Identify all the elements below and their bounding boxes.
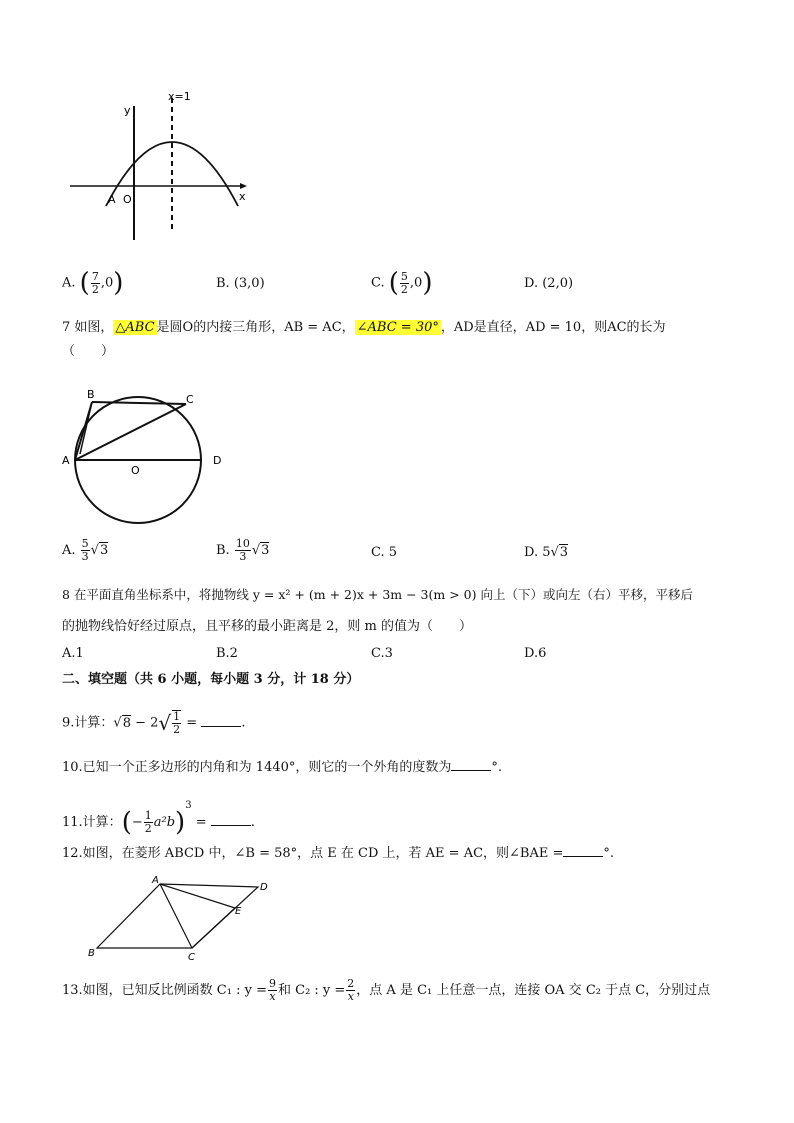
answer-blank[interactable] [201,714,241,727]
radicand: 3 [559,545,569,560]
q8-option-c: C.3 [371,646,393,661]
fraction [235,538,251,563]
q7-option-b [216,538,269,563]
q6-option-a [62,268,123,298]
numerator: 2 [347,977,355,990]
paren-left: ( [121,807,132,838]
q10-body: 10.已知一个正多边形的内角和为 1440°，则它的一个外角的度数为 [62,760,452,775]
option-label: A. [62,275,76,291]
q13-prefix: 13.如图，已知反比例函数 C₁ : y = [62,983,267,998]
label-D: D [260,882,268,893]
label-A: A [152,875,159,886]
q12-text [62,844,614,864]
q9-tail: = [182,715,202,731]
sqrt-sign: √ [550,545,559,560]
radicand: 3 [261,543,270,558]
denominator: x [269,990,276,1003]
fraction [346,978,355,1003]
section-title: 二、填空题（共 6 小题，每小题 3 分，计 18 分） [62,672,360,687]
q11-prefix: 11.计算： [62,815,122,830]
segment-AC [160,884,192,948]
label-y: y [124,104,131,117]
paren-left: ( [79,268,90,298]
q10-tail: °. [491,760,503,775]
label-A: A [62,454,70,467]
label-x: x [239,190,246,203]
numerator: 1 [144,809,152,822]
q8-option-b: B.2 [216,646,238,661]
parabola-figure [60,88,260,248]
segment-B-inner [80,402,92,454]
numerator: 9 [268,977,276,990]
segment-CE [192,908,235,948]
q11-tail: = [191,815,211,830]
label-E: E [235,906,242,917]
radicand: 8 [122,715,131,731]
numerator: 10 [235,537,250,550]
circle-figure [58,384,238,534]
paren-right: ) [113,268,124,298]
label-A: A [108,193,116,206]
denominator: x [347,990,354,1003]
q7-blank-line: （ ） [62,344,115,359]
fraction [400,271,409,296]
label-D: D [213,454,222,467]
segment-AC [75,404,186,460]
q7-mid1: 是圆O的内接三角形，AB = AC， [156,320,355,335]
numerator: 5 [81,537,89,550]
sqrt-sign: √ [90,543,99,558]
fraction [144,810,153,835]
denominator: 2 [400,282,408,296]
label-O: O [123,193,132,206]
paren-right: ) [175,807,186,838]
denominator: 2 [144,822,152,835]
segment-AE [160,884,235,908]
q7-highlight-angle: ∠ABC = 30° [356,320,439,335]
q6-option-d: D. (2,0) [524,276,574,291]
q7-option-d [524,545,568,560]
q7-prefix: 7 如图， [62,320,114,335]
rhombus-figure [82,874,282,964]
label-B: B [88,948,95,959]
fraction [91,271,100,296]
q12-tail: °. [603,846,615,861]
q11-expr: a²b [153,815,176,830]
denominator: 2 [173,723,181,736]
q9-prefix: 9.计算： [62,715,114,731]
answer-blank[interactable] [211,813,251,826]
fraction [172,710,181,736]
denominator: 2 [91,282,99,296]
q7-option-a [62,538,108,563]
numerator: 5 [400,269,408,283]
q9-text: 9.计算：√8 − 2√ $\frac{1}{2}$ = . [62,710,246,736]
label-x1: x=1 [168,90,191,103]
answer-blank[interactable] [563,844,603,857]
q7-option-c: C. 5 [371,545,398,560]
option-label: C. [371,275,385,291]
paren-left: ( [388,268,399,298]
q10-text [62,758,502,778]
fraction [81,538,90,563]
fraction [268,978,277,1003]
option-tail: ,0 [100,275,114,291]
q13-text [62,978,710,1003]
paren-right: ) [422,268,433,298]
q13-mid: 和 C₂ : y = [277,983,346,998]
q7-highlight-triangle: △ABC [115,320,155,335]
q6-option-b: B. (3,0) [216,276,265,291]
label-B: B [87,388,95,401]
sqrt-sign: √ [113,715,122,731]
radicand: 3 [99,543,109,558]
q8-option-d: D.6 [524,646,547,661]
q11-power: 3 [185,800,192,811]
q8-option-a: A.1 [62,646,84,661]
x-axis-arrow-icon [240,183,247,189]
q9-mid: − 2 [130,715,159,731]
q8-line1: 8 在平面直角坐标系中，将抛物线 y = x² + (m + 2)x + 3m − 3(m > 0) 向上（下）或向左（右）平移，平移后 [62,587,693,602]
label-O: O [131,464,140,477]
rhombus-ABCD [97,884,258,948]
option-label: D. 5 [524,545,551,560]
answer-blank[interactable] [451,758,491,771]
q6-option-c [371,268,432,298]
option-label: A. [62,543,76,558]
denominator: 3 [81,550,89,563]
q13-tail: ，点 A 是 C₁ 上任意一点，连接 OA 交 C₂ 于点 C，分别过点 [356,983,711,998]
q7-mid2: ，AD是直径，AD = 10，则AC的长为 [440,320,666,335]
numerator: 1 [173,710,181,723]
q7-text [62,318,666,338]
q11-sign: − [131,815,143,830]
denominator: 3 [239,550,247,563]
sqrt-sign: √ [158,711,172,735]
option-tail: ,0 [409,275,423,291]
sqrt-sign: √ [251,543,261,558]
q8-line2: 的抛物线恰好经过原点，且平移的最小距离是 2，则 m 的值为（ ） [62,619,472,634]
q12-body: 12.如图，在菱形 ABCD 中，∠B = 58°，点 E 在 CD 上，若 AE = AC，则∠BAE = [62,846,564,861]
label-C: C [188,952,195,963]
option-label: B. [216,543,230,558]
segment-BC [92,402,186,404]
numerator: 7 [91,269,99,283]
q11-text: 11.计算：(− $\frac{1}{2}$ a²b)$^3$ = . [62,800,255,838]
label-C: C [186,393,194,406]
